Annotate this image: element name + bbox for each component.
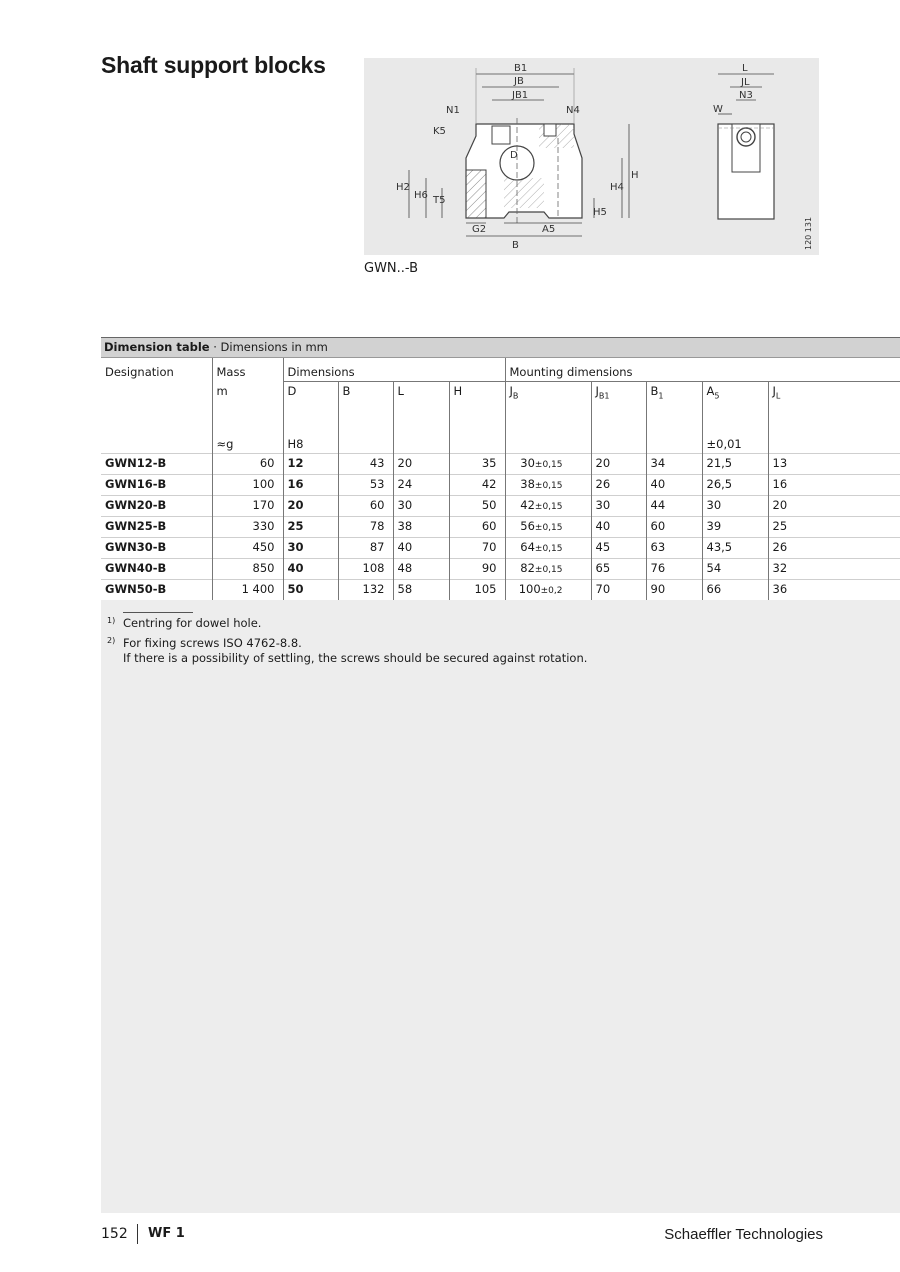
page-number: 152 (101, 1226, 128, 1242)
cell-h: 105 (449, 580, 505, 601)
cell-b1: 60 (646, 517, 702, 538)
drawing-caption: GWN..-B (364, 261, 419, 276)
header-approx-g: ≈g (212, 435, 283, 454)
cell-jl: 13 (768, 454, 900, 475)
hatch-left (466, 170, 486, 218)
cell-jb: 38±0,15 (505, 475, 591, 496)
cell-d: 40 (283, 559, 338, 580)
label-t5: T5 (433, 195, 446, 206)
cell-designation: GWN25-B (101, 517, 212, 538)
cell-jb1: 26 (591, 475, 646, 496)
header-l: L (393, 382, 449, 406)
table-row (101, 475, 900, 496)
header-a5: $A_5$ (702, 382, 768, 406)
cell-l: 40 (393, 538, 449, 559)
header-designation: Designation (101, 358, 212, 382)
cell-jb1: 40 (591, 517, 646, 538)
header-d: D (283, 382, 338, 406)
label-l: L (742, 63, 748, 74)
cell-a5: 30 (702, 496, 768, 517)
table-row (101, 517, 900, 538)
footnote-1: 1) Centring for dowel hole. (107, 616, 262, 631)
cell-jb1: 65 (591, 559, 646, 580)
cell-jl: 25 (768, 517, 900, 538)
label-g2: G2 (472, 224, 487, 235)
cell-designation: GWN30-B (101, 538, 212, 559)
footer-separator (137, 1224, 138, 1244)
cell-mass: 850 (212, 559, 283, 580)
cell-b1: 90 (646, 580, 702, 601)
cell-b: 87 (338, 538, 393, 559)
table-title-rest: · Dimensions in mm (209, 340, 328, 354)
cell-a5: 54 (702, 559, 768, 580)
cell-h: 70 (449, 538, 505, 559)
cell-jl: 36 (768, 580, 900, 601)
label-w: W (713, 104, 723, 115)
cell-jb: 30±0,15 (505, 454, 591, 475)
header-mounting: Mounting dimensions (505, 358, 900, 382)
header-jb1: $J_{B1}$ (591, 382, 646, 406)
cell-mass: 100 (212, 475, 283, 496)
cell-jl: 20 (768, 496, 900, 517)
cell-b1: 34 (646, 454, 702, 475)
cell-b: 53 (338, 475, 393, 496)
cell-b: 60 (338, 496, 393, 517)
header-h: H (449, 382, 505, 406)
label-d: D (510, 150, 518, 161)
label-k5: K5 (433, 126, 446, 137)
cell-l: 30 (393, 496, 449, 517)
cell-h: 42 (449, 475, 505, 496)
label-h5: H5 (593, 207, 607, 218)
header-b: B (338, 382, 393, 406)
cell-designation: GWN20-B (101, 496, 212, 517)
cell-mass: 330 (212, 517, 283, 538)
cell-jb: 56±0,15 (505, 517, 591, 538)
cell-a5: 43,5 (702, 538, 768, 559)
cell-designation: GWN16-B (101, 475, 212, 496)
footnotes (101, 612, 900, 666)
cell-jb1: 20 (591, 454, 646, 475)
cell-a5: 26,5 (702, 475, 768, 496)
table-body (101, 454, 900, 601)
label-h: H (631, 170, 639, 181)
header-row-3 (101, 405, 900, 435)
label-b1: B1 (514, 63, 528, 74)
cell-jl: 16 (768, 475, 900, 496)
table-row (101, 580, 900, 601)
table-row (101, 496, 900, 517)
header-a5-tol: ±0,01 (702, 435, 768, 454)
header-jb: $J_B$ (505, 382, 591, 406)
page-footer (101, 1224, 823, 1244)
cell-mass: 60 (212, 454, 283, 475)
cell-l: 48 (393, 559, 449, 580)
cell-b: 78 (338, 517, 393, 538)
header-dimensions: Dimensions (283, 358, 505, 382)
cell-a5: 39 (702, 517, 768, 538)
cell-jb: 82±0,15 (505, 559, 591, 580)
dimension-section (101, 337, 900, 1213)
header-row-4 (101, 435, 900, 454)
cell-b1: 76 (646, 559, 702, 580)
cell-jb1: 30 (591, 496, 646, 517)
header-h8: H8 (283, 435, 338, 454)
cell-mass: 170 (212, 496, 283, 517)
dimension-table (101, 358, 900, 600)
label-h4: H4 (610, 182, 624, 193)
cell-d: 25 (283, 517, 338, 538)
cell-jb1: 70 (591, 580, 646, 601)
table-title-bold: Dimension table (104, 340, 210, 354)
cell-a5: 21,5 (702, 454, 768, 475)
section-label: WF 1 (148, 1226, 185, 1241)
label-jb: JB (514, 76, 524, 87)
table-title (101, 337, 900, 358)
cell-b1: 44 (646, 496, 702, 517)
cell-jb: 100±0,2 (505, 580, 591, 601)
cell-mass: 1 400 (212, 580, 283, 601)
cell-h: 50 (449, 496, 505, 517)
cell-b1: 63 (646, 538, 702, 559)
company-name: Schaeffler Technologies (664, 1226, 823, 1243)
cell-jb: 64±0,15 (505, 538, 591, 559)
cell-b: 108 (338, 559, 393, 580)
table-row (101, 559, 900, 580)
cell-designation: GWN50-B (101, 580, 212, 601)
label-jl: JL (741, 77, 750, 88)
drawing-number: 120 131 (804, 216, 813, 250)
header-row-2 (101, 382, 900, 406)
cell-d: 16 (283, 475, 338, 496)
cell-jl: 32 (768, 559, 900, 580)
screw-slot (492, 126, 510, 144)
cell-designation: GWN12-B (101, 454, 212, 475)
cell-designation: GWN40-B (101, 559, 212, 580)
header-row-1 (101, 358, 900, 382)
cell-h: 90 (449, 559, 505, 580)
cell-h: 60 (449, 517, 505, 538)
label-n1: N1 (446, 105, 460, 116)
cell-d: 20 (283, 496, 338, 517)
label-a5: A5 (542, 224, 556, 235)
label-h6: H6 (414, 190, 428, 201)
cell-l: 24 (393, 475, 449, 496)
label-h2: H2 (396, 182, 410, 193)
page-title: Shaft support blocks (101, 52, 326, 78)
drawing-svg (364, 58, 819, 255)
footnote-2: 2) For fixing screws ISO 4762-8.8. If there is a possibility of settling, the screws should be secured against rotation. (107, 636, 588, 666)
cell-l: 38 (393, 517, 449, 538)
table-row (101, 538, 900, 559)
header-mass: Mass (212, 358, 283, 382)
technical-drawing (364, 58, 819, 255)
cell-l: 20 (393, 454, 449, 475)
cell-b1: 40 (646, 475, 702, 496)
cell-l: 58 (393, 580, 449, 601)
label-n4: N4 (566, 105, 580, 116)
header-jl: $J_L$ (768, 382, 900, 406)
cell-a5: 66 (702, 580, 768, 601)
cell-d: 12 (283, 454, 338, 475)
cell-jb1: 45 (591, 538, 646, 559)
header-m: m (212, 382, 283, 406)
cell-b: 132 (338, 580, 393, 601)
label-n3: N3 (739, 90, 753, 101)
label-jb1: JB1 (512, 90, 529, 101)
cell-d: 30 (283, 538, 338, 559)
cell-mass: 450 (212, 538, 283, 559)
cell-jb: 42±0,15 (505, 496, 591, 517)
header-b1: $B_1$ (646, 382, 702, 406)
table-row (101, 454, 900, 475)
cell-d: 50 (283, 580, 338, 601)
cell-jl: 26 (768, 538, 900, 559)
label-b: B (512, 240, 519, 251)
cell-h: 35 (449, 454, 505, 475)
cell-b: 43 (338, 454, 393, 475)
